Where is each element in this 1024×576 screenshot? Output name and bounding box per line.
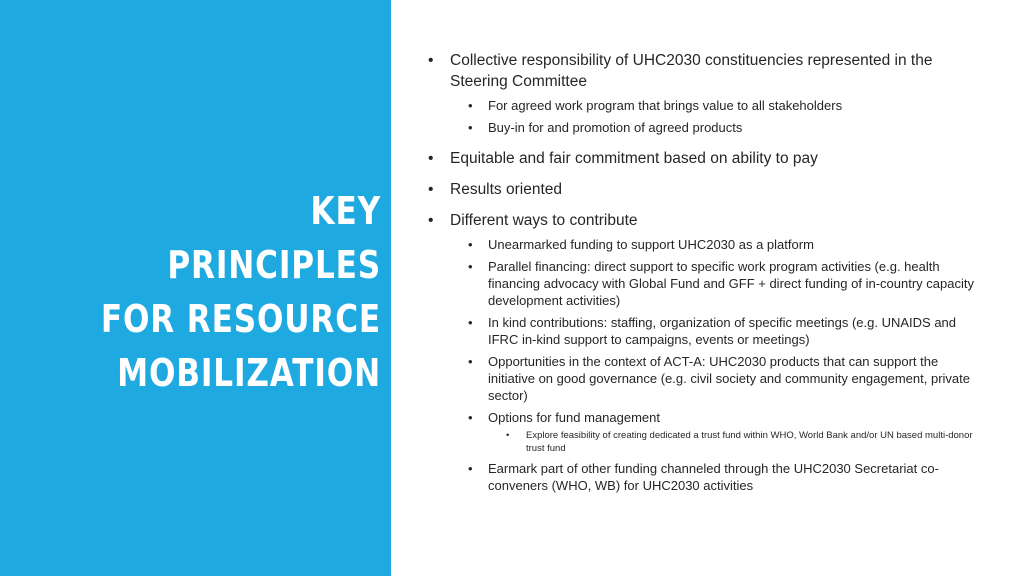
- sub-bullet-buy-in: • Buy-in for and promotion of agreed products: [428, 119, 988, 136]
- sub-bullet-parallel-financing: • Parallel financing: direct support to specific work program activities (e.g. health financing advocacy with Global Fund and GFF + direct funding of in-country capacity development activities): [428, 258, 988, 309]
- bullet-list: [428, 50, 988, 502]
- bullet-collective-responsibility: • Collective responsibility of UHC2030 constituencies represented in the Steering Committee: [428, 50, 988, 92]
- bullet-results-oriented: • Results oriented: [428, 179, 988, 200]
- sub-bullet-unearmarked-funding: • Unearmarked funding to support UHC2030 as a platform: [428, 236, 988, 253]
- title-line-4: MOBILIZATION: [117, 351, 382, 395]
- bullet-equitable-commitment: • Equitable and fair commitment based on ability to pay: [428, 148, 988, 169]
- sub-bullet-in-kind: • In kind contributions: staffing, organization of specific meetings (e.g. UNAIDS and IFRC in-kind support to campaigns, events or meetings): [428, 314, 988, 348]
- bullet-group-contribute: [428, 210, 988, 494]
- slide-title: [69, 184, 381, 400]
- bullet-different-ways: • Different ways to contribute: [428, 210, 988, 231]
- title-line-1: KEY: [310, 189, 381, 233]
- sub-bullet-agreed-work-program: • For agreed work program that brings value to all stakeholders: [428, 97, 988, 114]
- title-panel: [0, 0, 391, 576]
- bullet-group-collective: [428, 50, 988, 136]
- title-line-3: FOR RESOURCE: [100, 297, 381, 341]
- sub-bullet-earmark: • Earmark part of other funding channeled through the UHC2030 Secretariat co-conveners (WHO, WB) for UHC2030 activities: [428, 460, 988, 494]
- title-line-2: PRINCIPLES: [167, 243, 381, 287]
- sub-sub-bullet-trust-fund: • Explore feasibility of creating dedicated a trust fund within WHO, World Bank and/or UN based multi-donor trust fund: [428, 430, 988, 455]
- sub-bullet-act-a: • Opportunities in the context of ACT-A: UHC2030 products that can support the initiative on good governance (e.g. civil society and community engagement, private sector): [428, 353, 988, 404]
- sub-bullet-fund-management: • Options for fund management: [428, 409, 988, 426]
